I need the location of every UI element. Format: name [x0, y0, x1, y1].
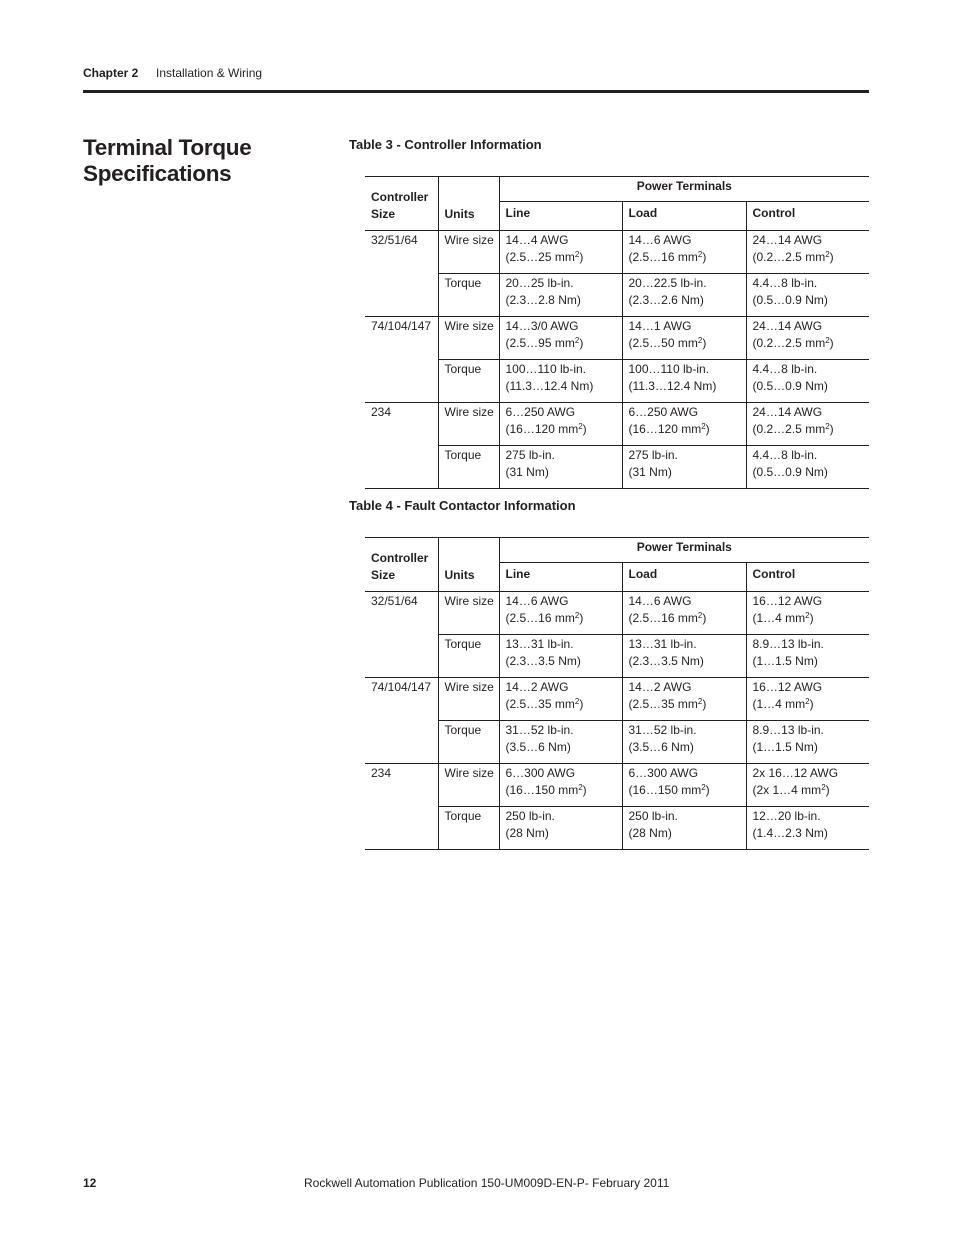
cell-value-line-2 — [506, 292, 622, 309]
cell-value-line-1: 6…300 AWG — [505, 766, 576, 780]
cell-value-line-2 — [506, 421, 622, 438]
cell-value-line-2 — [629, 739, 746, 756]
cell-value-line-1: 12…20 lb-in. — [752, 809, 821, 823]
cell-value-line-1: 13…31 lb-in. — [628, 637, 697, 651]
superscript-two: 2 — [825, 422, 830, 431]
cell-value-text: (31 Nm) — [505, 465, 549, 479]
line-cell — [499, 274, 622, 317]
load-cell — [622, 403, 746, 446]
cell-value-line-2 — [506, 653, 622, 670]
control-cell — [746, 274, 869, 317]
cell-value-line-1: 14…4 AWG — [505, 233, 569, 247]
superscript-two: 2 — [697, 336, 703, 345]
table-row — [365, 635, 869, 678]
table-body — [365, 592, 869, 850]
load-cell — [622, 721, 746, 764]
cell-value-line-2 — [629, 696, 746, 713]
cell-value-close: ) — [702, 697, 707, 711]
cell-value-line-1: 6…250 AWG — [505, 405, 576, 419]
controller-size-cell: 234 — [365, 403, 438, 489]
cell-value-line-2 — [629, 335, 746, 352]
superscript-two: 2 — [574, 697, 580, 706]
cell-value-text: (1…4 mm — [752, 611, 806, 625]
line-cell — [499, 635, 622, 678]
cell-value-text: (2x 1…4 mm — [752, 783, 822, 797]
load-cell — [622, 231, 746, 274]
cell-value-line-2 — [506, 825, 622, 842]
chapter-label: Chapter 2 — [83, 66, 139, 80]
table-4-caption: Table 4 - Fault Contactor Information — [349, 498, 576, 513]
units-cell: Wire size — [438, 678, 499, 721]
cell-value-line-1: 31…52 lb-in. — [505, 723, 574, 737]
cell-value-line-1: 16…12 AWG — [752, 680, 823, 694]
control-cell — [746, 635, 869, 678]
cell-value-text: (2.5…35 mm — [628, 697, 698, 711]
cell-value-text: (16…150 mm — [505, 783, 579, 797]
table-row — [365, 592, 869, 635]
units-cell: Wire size — [438, 764, 499, 807]
cell-value-line-1: 14…6 AWG — [628, 594, 692, 608]
cell-value-close: ) — [702, 611, 707, 625]
table-row — [365, 403, 869, 446]
cell-value-line-2 — [753, 249, 870, 266]
cell-value-close: ) — [829, 250, 834, 264]
cell-value-close: ) — [579, 697, 584, 711]
table-row — [365, 446, 869, 489]
cell-value-line-1: 14…2 AWG — [505, 680, 569, 694]
section-title: Terminal Torque Specifications — [83, 135, 252, 186]
load-cell — [622, 764, 746, 807]
cell-value-line-2 — [753, 825, 870, 842]
load-cell — [622, 678, 746, 721]
cell-value-line-1: 6…250 AWG — [628, 405, 699, 419]
line-cell — [499, 317, 622, 360]
cell-value-text: (0.5…0.9 Nm) — [752, 293, 828, 307]
units-cell: Torque — [438, 446, 499, 489]
cell-value-line-1: 2x 16…12 AWG — [752, 766, 839, 780]
controller-size-cell: 32/51/64 — [365, 231, 438, 317]
units-cell: Torque — [438, 635, 499, 678]
cell-value-line-2 — [629, 610, 746, 627]
units-cell: Wire size — [438, 231, 499, 274]
load-cell — [622, 592, 746, 635]
cell-value-text: (2.5…16 mm — [628, 611, 698, 625]
cell-value-text: (2.5…16 mm — [628, 250, 698, 264]
control-cell — [746, 592, 869, 635]
cell-value-text: (0.2…2.5 mm — [752, 422, 826, 436]
cell-value-text: (0.2…2.5 mm — [752, 250, 826, 264]
cell-value-text: (0.5…0.9 Nm) — [752, 465, 828, 479]
cell-value-text: (3.5…6 Nm) — [505, 740, 571, 754]
cell-value-line-1: 4.4…8 lb-in. — [752, 362, 818, 376]
control-cell — [746, 764, 869, 807]
cell-value-line-2 — [753, 292, 870, 309]
cell-value-close: ) — [579, 336, 584, 350]
cell-value-line-2 — [753, 653, 870, 670]
controller-size-cell: 74/104/147 — [365, 678, 438, 764]
table-row — [365, 721, 869, 764]
cell-value-text: (0.5…0.9 Nm) — [752, 379, 828, 393]
cell-value-line-1: 13…31 lb-in. — [505, 637, 574, 651]
controller-size-cell: 32/51/64 — [365, 592, 438, 678]
units-cell: Torque — [438, 721, 499, 764]
cell-value-line-1: 14…1 AWG — [628, 319, 692, 333]
superscript-two: 2 — [578, 422, 583, 431]
control-cell — [746, 446, 869, 489]
control-cell — [746, 807, 869, 850]
table-row — [365, 317, 869, 360]
cell-value-line-1: 250 lb-in. — [628, 809, 678, 823]
header-control: Control — [746, 563, 869, 592]
cell-value-line-1: 24…14 AWG — [752, 319, 823, 333]
cell-value-close: ) — [702, 250, 707, 264]
cell-value-close: ) — [579, 611, 584, 625]
section-label: Installation & Wiring — [156, 66, 263, 80]
cell-value-text: (2.3…3.5 Nm) — [505, 654, 581, 668]
load-cell — [622, 360, 746, 403]
table-body — [365, 231, 869, 489]
superscript-two: 2 — [821, 783, 826, 792]
control-cell — [746, 317, 869, 360]
units-cell: Wire size — [438, 592, 499, 635]
cell-value-line-2 — [506, 610, 622, 627]
header-line: Line — [499, 563, 622, 592]
page-number: 12 — [83, 1176, 97, 1190]
cell-value-line-2 — [753, 464, 870, 481]
line-cell — [499, 807, 622, 850]
cell-value-line-2 — [506, 464, 622, 481]
cell-value-text: (28 Nm) — [628, 826, 672, 840]
line-cell — [499, 446, 622, 489]
superscript-two: 2 — [825, 336, 830, 345]
units-cell: Torque — [438, 807, 499, 850]
table-row — [365, 807, 869, 850]
header-load: Load — [622, 563, 746, 592]
line-cell — [499, 592, 622, 635]
cell-value-line-2 — [506, 249, 622, 266]
cell-value-close: ) — [579, 250, 584, 264]
superscript-two: 2 — [701, 422, 706, 431]
cell-value-line-2 — [753, 610, 870, 627]
cell-value-line-1: 6…300 AWG — [628, 766, 699, 780]
cell-value-line-1: 14…2 AWG — [628, 680, 692, 694]
cell-value-text: (16…150 mm — [628, 783, 702, 797]
cell-value-line-1: 275 lb-in. — [505, 448, 555, 462]
units-cell: Wire size — [438, 403, 499, 446]
cell-value-close: ) — [829, 422, 834, 436]
header-line: Line — [499, 202, 622, 231]
cell-value-line-1: 14…6 AWG — [505, 594, 569, 608]
cell-value-line-1: 24…14 AWG — [752, 233, 823, 247]
cell-value-line-2 — [753, 739, 870, 756]
cell-value-line-2 — [629, 249, 746, 266]
cell-value-line-2 — [506, 782, 622, 799]
cell-value-line-2 — [506, 335, 622, 352]
controller-size-cell: 234 — [365, 764, 438, 850]
superscript-two: 2 — [697, 611, 703, 620]
cell-value-line-1: 250 lb-in. — [505, 809, 555, 823]
cell-value-line-2 — [629, 421, 746, 438]
superscript-two: 2 — [825, 250, 830, 259]
cell-value-line-1: 31…52 lb-in. — [628, 723, 697, 737]
cell-value-line-1: 20…22.5 lb-in. — [628, 276, 707, 290]
header-power-terminals: Power Terminals — [499, 177, 869, 202]
header-controller-size: Controller Size — [365, 177, 438, 231]
superscript-two: 2 — [701, 783, 706, 792]
superscript-two: 2 — [574, 611, 580, 620]
cell-value-close: ) — [825, 783, 830, 797]
cell-value-line-1: 275 lb-in. — [628, 448, 678, 462]
header-power-terminals: Power Terminals — [499, 538, 869, 563]
line-cell — [499, 360, 622, 403]
header-units: Units — [438, 177, 499, 231]
cell-value-line-2 — [753, 696, 870, 713]
header-units: Units — [438, 538, 499, 592]
table-3-caption: Table 3 - Controller Information — [349, 137, 542, 152]
control-cell — [746, 678, 869, 721]
line-cell — [499, 764, 622, 807]
cell-value-text: (0.2…2.5 mm — [752, 336, 826, 350]
load-cell — [622, 446, 746, 489]
line-cell — [499, 678, 622, 721]
control-cell — [746, 403, 869, 446]
cell-value-text: (2.5…25 mm — [505, 250, 575, 264]
cell-value-line-2 — [753, 782, 870, 799]
cell-value-close: ) — [809, 611, 814, 625]
cell-value-line-2 — [506, 739, 622, 756]
cell-value-line-2 — [629, 464, 746, 481]
superscript-two: 2 — [578, 783, 583, 792]
cell-value-line-2 — [629, 825, 746, 842]
fault-contactor-information-table — [365, 537, 869, 850]
cell-value-line-2 — [753, 421, 870, 438]
cell-value-line-2 — [629, 292, 746, 309]
header-load: Load — [622, 202, 746, 231]
superscript-two: 2 — [697, 250, 703, 259]
cell-value-line-1: 4.4…8 lb-in. — [752, 448, 818, 462]
cell-value-line-1: 100…110 lb-in. — [505, 362, 586, 376]
cell-value-text: (3.5…6 Nm) — [628, 740, 694, 754]
cell-value-close: ) — [705, 783, 710, 797]
cell-value-close: ) — [582, 422, 587, 436]
cell-value-text: (2.3…2.6 Nm) — [628, 293, 704, 307]
control-cell — [746, 721, 869, 764]
publication-info: Rockwell Automation Publication 150-UM009D-EN-P- February 2011 — [304, 1176, 670, 1190]
units-cell: Wire size — [438, 317, 499, 360]
cell-value-text: (2.3…3.5 Nm) — [628, 654, 704, 668]
controller-information-table — [365, 176, 869, 489]
load-cell — [622, 317, 746, 360]
cell-value-close: ) — [582, 783, 587, 797]
cell-value-line-1: 14…3/0 AWG — [505, 319, 579, 333]
cell-value-line-1: 100…110 lb-in. — [628, 362, 709, 376]
cell-value-line-1: 16…12 AWG — [752, 594, 823, 608]
header-control: Control — [746, 202, 869, 231]
header-controller-size: Controller Size — [365, 538, 438, 592]
cell-value-line-2 — [629, 782, 746, 799]
table-row — [365, 231, 869, 274]
cell-value-close: ) — [702, 336, 707, 350]
controller-size-cell: 74/104/147 — [365, 317, 438, 403]
table-row — [365, 360, 869, 403]
cell-value-line-2 — [506, 378, 622, 395]
cell-value-text: (11.3…12.4 Nm) — [628, 379, 717, 393]
load-cell — [622, 807, 746, 850]
cell-value-text: (1…1.5 Nm) — [752, 654, 818, 668]
cell-value-line-1: 8.9…13 lb-in. — [752, 723, 824, 737]
cell-value-text: (2.5…35 mm — [505, 697, 575, 711]
cell-value-text: (1.4…2.3 Nm) — [752, 826, 828, 840]
cell-value-line-1: 14…6 AWG — [628, 233, 692, 247]
load-cell — [622, 274, 746, 317]
cell-value-close: ) — [809, 697, 814, 711]
control-cell — [746, 360, 869, 403]
units-cell: Torque — [438, 274, 499, 317]
page-header — [83, 66, 869, 93]
cell-value-line-1: 24…14 AWG — [752, 405, 823, 419]
cell-value-text: (28 Nm) — [505, 826, 549, 840]
line-cell — [499, 403, 622, 446]
superscript-two: 2 — [805, 611, 810, 620]
cell-value-line-1: 8.9…13 lb-in. — [752, 637, 824, 651]
cell-value-line-2 — [629, 653, 746, 670]
control-cell — [746, 231, 869, 274]
superscript-two: 2 — [574, 336, 580, 345]
cell-value-text: (1…4 mm — [752, 697, 806, 711]
cell-value-close: ) — [829, 336, 834, 350]
cell-value-text: (16…120 mm — [628, 422, 702, 436]
superscript-two: 2 — [805, 697, 810, 706]
cell-value-line-1: 20…25 lb-in. — [505, 276, 574, 290]
cell-value-text: (2.5…50 mm — [628, 336, 698, 350]
line-cell — [499, 721, 622, 764]
table-row — [365, 764, 869, 807]
load-cell — [622, 635, 746, 678]
cell-value-close: ) — [705, 422, 710, 436]
units-cell: Torque — [438, 360, 499, 403]
cell-value-text: (16…120 mm — [505, 422, 579, 436]
cell-value-line-2 — [753, 378, 870, 395]
cell-value-text: (2.5…16 mm — [505, 611, 575, 625]
cell-value-text: (11.3…12.4 Nm) — [505, 379, 594, 393]
table-row — [365, 274, 869, 317]
cell-value-line-2 — [753, 335, 870, 352]
cell-value-line-2 — [629, 378, 746, 395]
line-cell — [499, 231, 622, 274]
superscript-two: 2 — [697, 697, 703, 706]
cell-value-line-1: 4.4…8 lb-in. — [752, 276, 818, 290]
superscript-two: 2 — [574, 250, 580, 259]
cell-value-text: (1…1.5 Nm) — [752, 740, 818, 754]
cell-value-line-2 — [506, 696, 622, 713]
table-row — [365, 678, 869, 721]
cell-value-text: (2.5…95 mm — [505, 336, 575, 350]
cell-value-text: (31 Nm) — [628, 465, 672, 479]
cell-value-text: (2.3…2.8 Nm) — [505, 293, 581, 307]
